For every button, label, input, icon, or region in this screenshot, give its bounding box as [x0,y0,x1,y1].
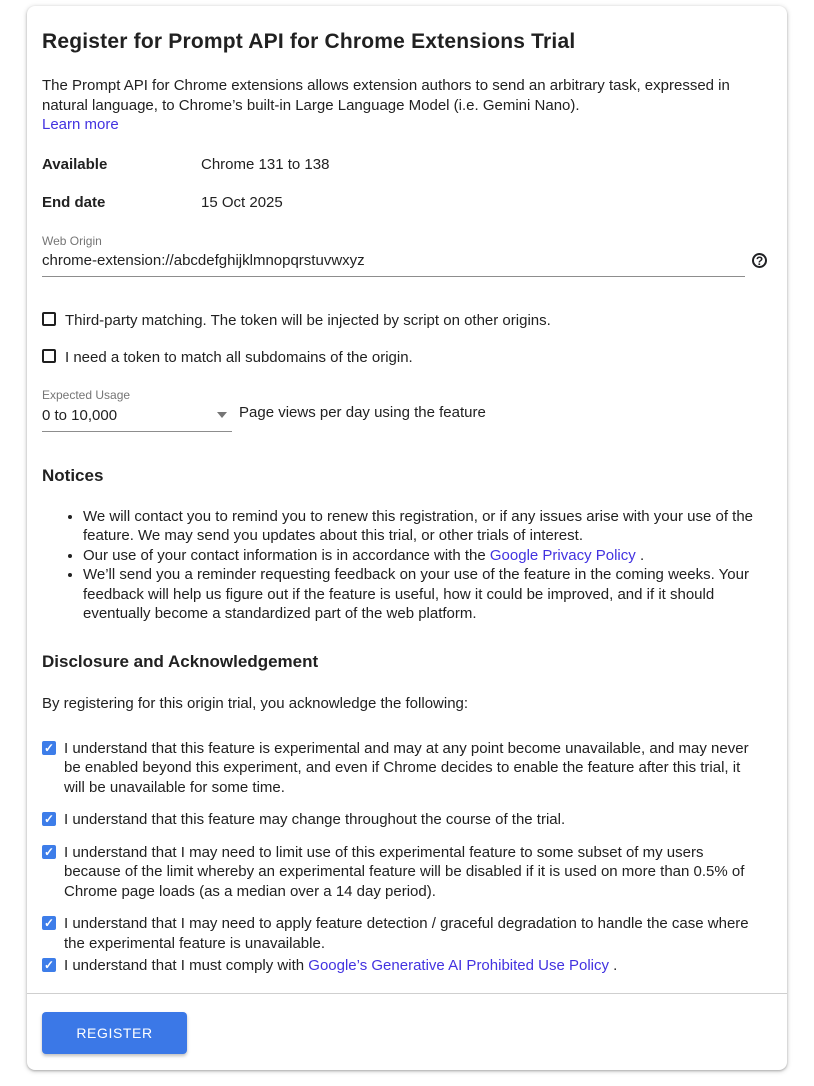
google-privacy-policy-link[interactable]: Google Privacy Policy [489,546,636,564]
web-origin-input-row [42,251,767,277]
notice-text: Our use of your contact information is in accordance with the [83,546,490,564]
ack-text: I understand that I must comply with Google’s Generative AI Prohibited Use Policy . [64,957,618,974]
notices-heading: Notices [42,465,104,485]
registration-card [27,6,787,1070]
generative-ai-policy-link[interactable]: Google’s Generative AI Prohibited Use Policy [308,957,609,974]
option-match-subdomains[interactable] [42,349,767,367]
notices-list [42,507,767,624]
ack-prohibited-use-checkbox[interactable] [42,958,56,972]
page-title: Register for Prompt API for Chrome Extensions Trial [42,30,576,53]
ack-item-prohibited-use[interactable] [42,956,767,976]
detail-row-available [42,156,767,173]
ack-usage-limit-checkbox[interactable] [42,845,56,859]
ack-item-usage-limit[interactable] [42,843,767,902]
ack-item-may-change[interactable] [42,810,767,830]
end-date-value: 15 Oct 2025 [201,193,283,211]
end-date-label: End date [42,193,106,211]
notice-item: • Our use of your contact information is in accordance with the Google Privacy Policy . [83,546,767,566]
notice-item [83,565,767,624]
disclosure-heading: Disclosure and Acknowledgement [42,651,319,671]
help-icon[interactable]: ? [752,253,767,268]
third-party-checkbox[interactable] [42,312,56,326]
notice-item [83,507,767,546]
ack-text: I understand that this feature may change throughout the course of the trial. [64,811,566,828]
expected-usage-label: Expected Usage [42,387,131,402]
subdomains-label: I need a token to match all subdomains of the origin. [65,348,413,366]
expected-usage-hint: Page views per day using the feature [239,403,486,421]
web-origin-input[interactable] [42,251,745,277]
ack-text: I understand that I may need to limit use of this experimental feature to some subset of my users because of the limit whereby an experimental feature will be disabled if it is used on more than 0.5% of Chrome page loads (as a median over a 14 day period). [64,843,745,900]
page [0,6,814,1070]
available-label: Available [42,155,108,173]
token-options [42,312,767,367]
card-body [27,6,787,993]
web-origin-field [42,234,767,277]
card-footer [27,994,787,1070]
notice-text: We will contact you to remind you to renew this registration, or if any issues arise with your use of the feature. We may send you updates about this trial, or other trials of interest. [83,507,754,544]
ack-item-feature-detection[interactable] [42,914,767,953]
ack-feature-detection-checkbox[interactable] [42,916,56,930]
expected-usage-row [42,388,767,432]
ack-item-experimental[interactable] [42,739,767,798]
notice-text: We’ll send you a reminder requesting feedback on your use of the feature in the coming weeks. Your feedback will help us figure out if the feature is useful, how it could be improved, and if it should eventually become a standardized part of the web platform. [83,566,749,622]
ack-text: I understand that this feature is experimental and may at any point become unavailable, and may never be enabled beyond this experiment, and even if Chrome decides to enable the feature after this trial, it will be unavailable for some time. [64,739,749,796]
ack-may-change-checkbox[interactable] [42,812,56,826]
learn-more-link[interactable]: Learn more [42,116,119,133]
expected-usage-value: 0 to 10,000 [42,406,118,424]
register-button[interactable]: REGISTER [42,1012,187,1054]
trial-description-text: The Prompt API for Chrome extensions allows extension authors to send an arbitrary task, expressed in natural language, to Chrome’s built-in Large Language Model (i.e. Gemini Nano). [42,77,730,114]
expected-usage-field [42,388,232,432]
expected-usage-select[interactable] [42,405,232,432]
option-third-party-matching[interactable] [42,312,767,330]
web-origin-label: Web Origin [42,233,102,248]
acknowledgement-list [42,739,767,976]
dropdown-caret-icon [217,412,227,418]
available-value: Chrome 131 to 138 [201,155,330,173]
disclosure-intro: By registering for this origin trial, you acknowledge the following: [42,694,469,712]
detail-row-end-date [42,194,767,211]
subdomains-checkbox[interactable] [42,349,56,363]
ack-experimental-checkbox[interactable] [42,741,56,755]
third-party-label: Third-party matching. The token will be injected by script on other origins. [65,311,551,329]
ack-text: I understand that I may need to apply feature detection / graceful degradation to handle the case where the experimental feature is unavailable. [64,915,749,952]
trial-description [42,76,767,115]
